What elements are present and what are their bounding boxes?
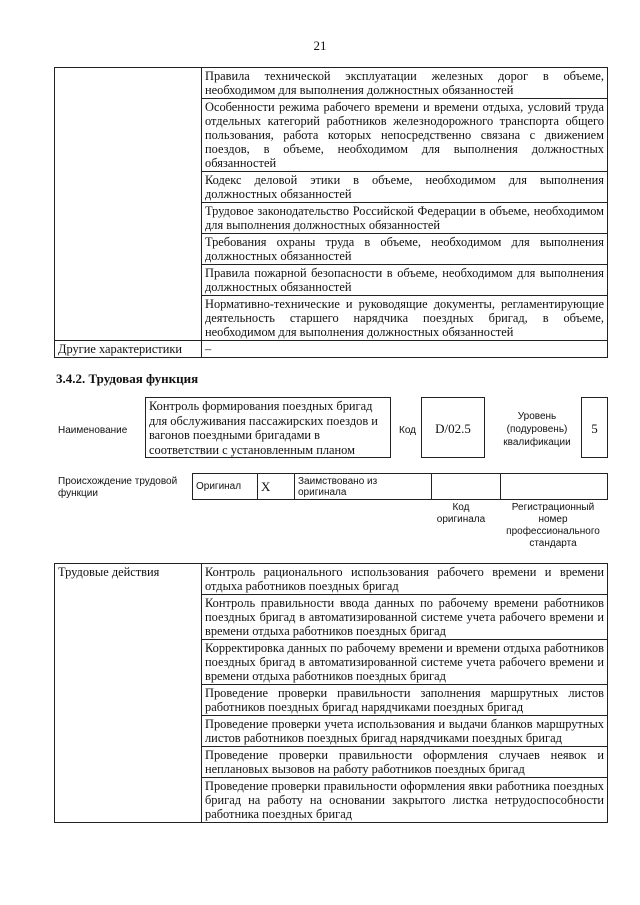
function-name-box: Контроль формирования поездных бригад для обслуживания пассажирских поездов и вагонов поездными бригадами в соответствии с установленным планом (145, 397, 391, 458)
knowledge-table (54, 67, 608, 358)
knowledge-item: Правила технической эксплуатации железных дорог в объеме, необходимом для выполнения должностных обязанностей (202, 68, 608, 99)
action-item: Проведение проверки правильности оформления явки работника поездных бригад на работу на основании закрытого листка нетрудоспособности работника поездных бригад (202, 778, 608, 823)
knowledge-item: Трудовое законодательство Российской Федерации в объеме, необходимом для выполнения должностных обязанностей (202, 203, 608, 234)
action-item: Проведение проверки правильности оформления случаев неявок и неплановых вызовов на работу работников поездных бригад (202, 747, 608, 778)
action-item: Контроль рационального использования рабочего времени и времени отдыха работников поездных бригад (202, 564, 608, 595)
code-original-label: Код оригинала (436, 502, 486, 525)
level-value-box: 5 (581, 397, 608, 458)
knowledge-item: Правила пожарной безопасности в объеме, необходимом для выполнения должностных обязанностей (202, 265, 608, 296)
name-label: Наименование (58, 425, 128, 436)
table-row (55, 68, 608, 99)
knowledge-item: Особенности режима рабочего времени и времени отдыха, условий труда отдельных категорий работников железнодорожного транспорта общего пользования, работа которых непосредственно связана с движением поездов, в объеме, необходимом для выполнения должностных обязанностей (202, 99, 608, 172)
knowledge-item: Нормативно-технические и руководящие документы, регламентирующие деятельность старшего нарядчика поездных бригад, в объеме, необходимом для выполнения должностных обязанностей (202, 296, 608, 341)
original-label: Оригинал (193, 474, 258, 500)
other-characteristics-label: Другие характеристики (55, 341, 202, 358)
level-label: Уровень (подуровень) квалификации (503, 411, 571, 448)
code-original-cell (432, 474, 501, 500)
table-row (55, 564, 608, 595)
page-number: 21 (313, 38, 327, 53)
other-characteristics-value: – (202, 341, 608, 358)
table-row (193, 474, 608, 500)
reg-number-cell (501, 474, 608, 500)
section-title: 3.4.2. Трудовая функция (56, 371, 199, 386)
actions-table (54, 563, 608, 823)
action-item: Проведение проверки правильности заполнения маршрутных листов работников поездных бригад нарядчиками поездных бригад (202, 685, 608, 716)
actions-label: Трудовые действия (55, 564, 202, 823)
reg-number-label: Регистрационный номер профессионального стандарта (506, 502, 600, 549)
empty-label-cell (55, 68, 202, 341)
knowledge-item: Кодекс деловой этики в объеме, необходимом для выполнения должностных обязанностей (202, 172, 608, 203)
table-row (55, 341, 608, 358)
action-item: Проведение проверки учета использования и выдачи бланков маршрутных листов работников поездных бригад нарядчиками поездных бригад (202, 716, 608, 747)
borrowed-label: Заимствовано из оригинала (295, 474, 432, 500)
origin-label: Происхождение трудовой функции (58, 476, 178, 499)
origin-table (192, 473, 608, 500)
code-label: Код (399, 425, 417, 436)
code-value-box: D/02.5 (421, 397, 485, 458)
action-item: Контроль правильности ввода данных по рабочему времени работников поездных бригад в автоматизированной системе учета рабочего времени и времени отдыха работников поездных бригад (202, 595, 608, 640)
original-mark: X (258, 474, 295, 500)
knowledge-item: Требования охраны труда в объеме, необходимом для выполнения должностных обязанностей (202, 234, 608, 265)
action-item: Корректировка данных по рабочему времени и времени отдыха работников поездных бригад в автоматизированной системе учета рабочего времени и времени отдыха работников поездных бригад (202, 640, 608, 685)
